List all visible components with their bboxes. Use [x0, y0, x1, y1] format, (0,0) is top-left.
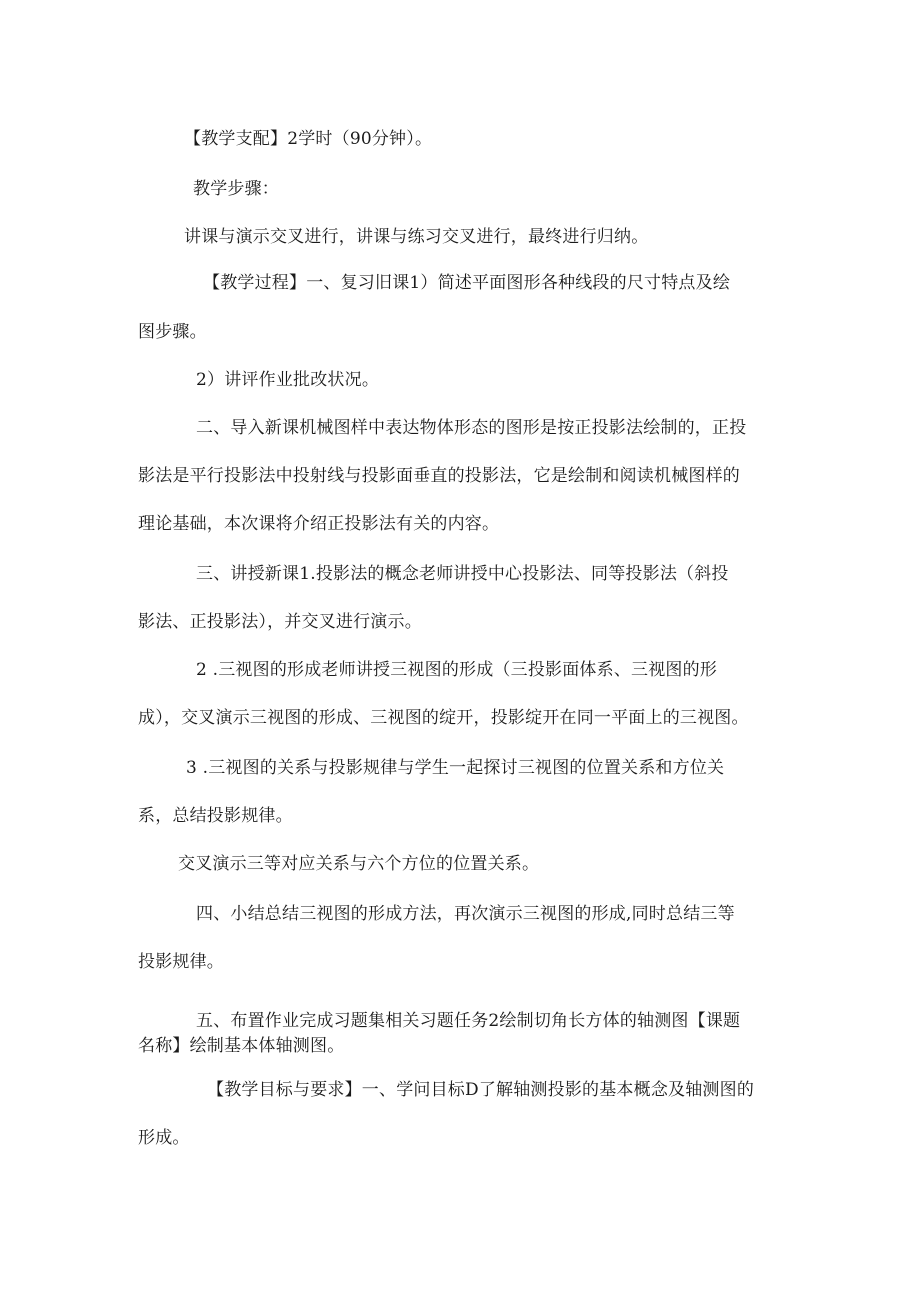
- paragraph-line: 影法是平行投影法中投射线与投影面垂直的投影法，它是绘制和阅读机械图样的: [138, 466, 740, 486]
- paragraph-line: 成），交叉演示三视图的形成、三视图的绽开，投影绽开在同一平面上的三视图。: [138, 708, 749, 728]
- paragraph-line: 系，总结投影规律。: [138, 806, 293, 826]
- paragraph-line: 四、小结总结三视图的形成方法，再次演示三视图的形成,同时总结三等: [196, 904, 735, 924]
- paragraph-line: 教学步骤：: [193, 179, 279, 199]
- paragraph-line: 影法、正投影法），并交叉进行演示。: [138, 612, 422, 632]
- paragraph-line: 形成。: [138, 1128, 190, 1148]
- paragraph-line: 2 .三视图的形成老师讲授三视图的形成（三投影面体系、三视图的形: [196, 660, 718, 680]
- paragraph-line: 三、讲授新课1.投影法的概念老师讲授中心投影法、同等投影法（斜投: [196, 564, 729, 584]
- paragraph-line: 五、布置作业完成习题集相关习题任务2绘制切角长方体的轴测图【课题: [196, 1011, 741, 1031]
- paragraph-line: 交叉演示三等对应关系与六个方位的位置关系。: [178, 854, 540, 874]
- paragraph-line: 名称】绘制基本体轴测图。: [138, 1036, 345, 1056]
- paragraph-line: 讲课与演示交叉进行，讲课与练习交叉进行，最终进行归纳。: [184, 227, 649, 247]
- paragraph-line: 【教学支配】2学时（90分钟）。: [184, 129, 433, 149]
- paragraph-line: 【教学目标与要求】一、学问目标D了解轴测投影的基本概念及轴测图的: [207, 1080, 755, 1100]
- paragraph-line: 【教学过程】一、复习旧课1）简述平面图形各种线段的尺寸特点及绘: [203, 273, 731, 293]
- paragraph-line: 3 .三视图的关系与投影规律与学生一起探讨三视图的位置关系和方位关: [186, 758, 725, 778]
- paragraph-line: 理论基础，本次课将介绍正投影法有关的内容。: [138, 514, 500, 534]
- paragraph-line: 二、导入新课机械图样中表达物体形态的图形是按正投影法绘制的，正投: [196, 418, 747, 438]
- paragraph-line: 投影规律。: [138, 952, 224, 972]
- paragraph-line: 2）讲评作业批改状况。: [196, 370, 380, 390]
- paragraph-line: 图步骤。: [138, 322, 207, 342]
